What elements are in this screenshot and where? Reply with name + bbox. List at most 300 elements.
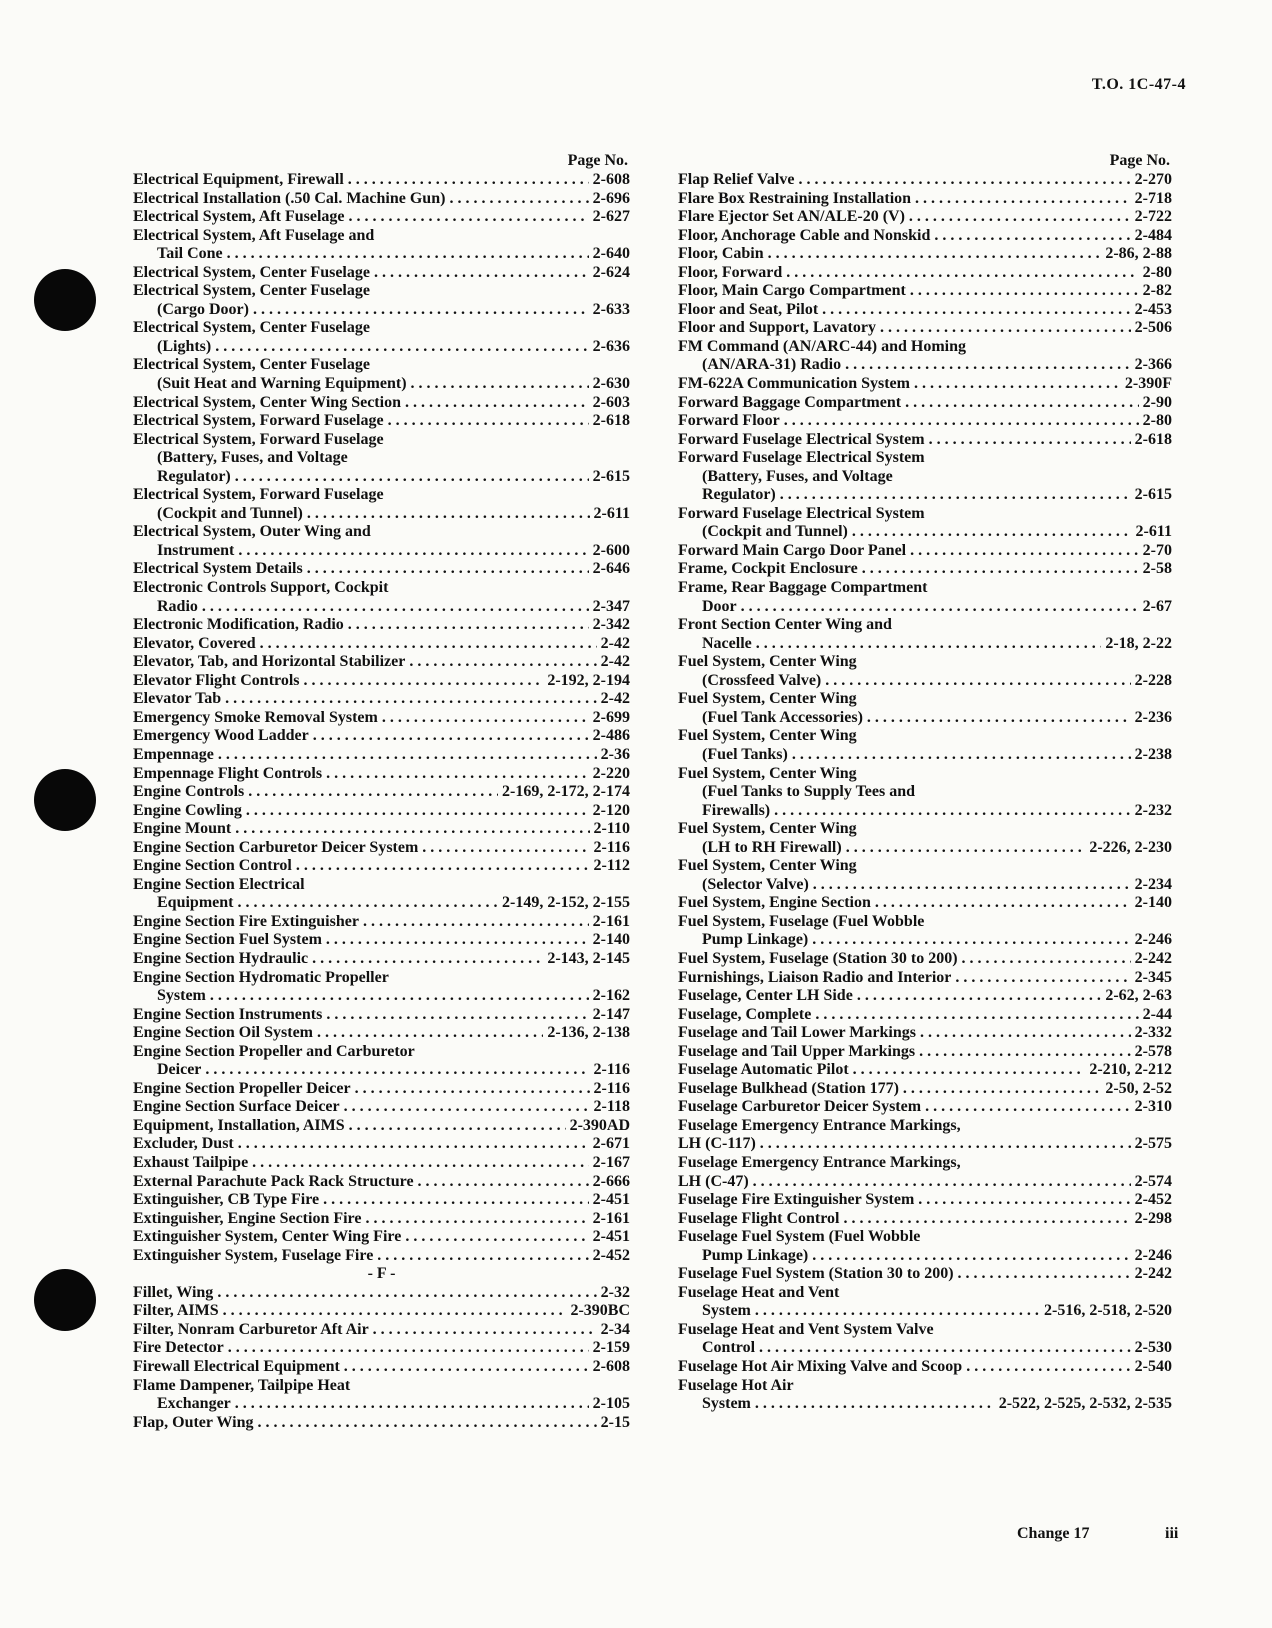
entry-title: LH (C-47) xyxy=(678,1172,749,1190)
entry-title: Engine Section Carburetor Deicer System xyxy=(133,838,419,856)
entry-page-ref: 2-15 xyxy=(600,1413,630,1431)
entry-title: Firewalls) xyxy=(702,801,771,819)
index-entry xyxy=(678,208,1172,227)
dot-leader xyxy=(344,1098,590,1117)
index-entry xyxy=(133,579,630,598)
dot-leader xyxy=(348,171,589,190)
dot-leader xyxy=(845,356,1131,375)
entry-title: Fuselage Fuel System (Station 30 to 200) xyxy=(678,1265,954,1283)
dot-leader xyxy=(411,375,589,394)
dot-leader xyxy=(910,282,1139,301)
dot-leader xyxy=(349,1117,566,1136)
index-entry xyxy=(133,987,630,1006)
dot-leader xyxy=(312,950,543,969)
dot-leader xyxy=(418,1173,589,1192)
dot-leader xyxy=(252,1154,589,1173)
index-entry xyxy=(133,765,630,784)
entry-title: Fuselage Emergency Entrance Markings, xyxy=(678,1116,961,1134)
dot-leader xyxy=(377,1247,588,1266)
entry-title: System xyxy=(157,987,206,1005)
dot-leader xyxy=(373,1321,597,1340)
entry-page-ref: 2-210, 2-212 xyxy=(1089,1061,1172,1079)
entry-title: Forward Baggage Compartment xyxy=(678,393,902,411)
dot-leader xyxy=(326,1006,588,1025)
entry-page-ref: 2-611 xyxy=(1135,523,1172,541)
index-entry xyxy=(678,301,1172,320)
dot-leader xyxy=(248,783,498,802)
entry-page-ref: 2-246 xyxy=(1134,1246,1172,1264)
entry-title: Electrical System, Forward Fuselage xyxy=(133,430,384,448)
entry-title: (Cargo Door) xyxy=(157,300,249,318)
dot-leader xyxy=(853,1061,1086,1080)
dot-leader xyxy=(253,301,589,320)
binder-hole-top xyxy=(34,269,96,331)
entry-title: Elevator, Tab, and Horizontal Stabilizer xyxy=(133,653,406,671)
dot-leader xyxy=(843,1210,1130,1229)
entry-page-ref: 2-234 xyxy=(1134,875,1172,893)
entry-page-ref: 2-42 xyxy=(600,690,630,708)
entry-title: Electronic Controls Support, Cockpit xyxy=(133,579,389,597)
entry-page-ref: 2-112 xyxy=(593,857,630,875)
entry-title: Fillet, Wing xyxy=(133,1283,214,1301)
entry-title: Regulator) xyxy=(702,486,776,504)
entry-page-ref: 2-540 xyxy=(1134,1358,1172,1375)
entry-title: Engine Section Electrical xyxy=(133,875,305,893)
entry-title: (Fuel Tanks to Supply Tees and xyxy=(702,783,915,801)
entry-title: Engine Section Propeller Deicer xyxy=(133,1079,351,1097)
entry-title: Elevator, Covered xyxy=(133,634,256,652)
entry-page-ref: 2-110 xyxy=(593,820,630,838)
index-entry xyxy=(133,468,630,487)
dot-leader xyxy=(238,1135,589,1154)
dot-leader xyxy=(815,1006,1138,1025)
entry-page-ref: 2-36 xyxy=(600,745,630,763)
index-entry xyxy=(678,913,1172,932)
entry-page-ref: 2-390AD xyxy=(569,1116,630,1134)
entry-page-ref: 2-42 xyxy=(600,634,630,652)
index-entry xyxy=(133,857,630,876)
index-entry xyxy=(678,375,1172,394)
dot-leader xyxy=(235,468,589,487)
index-entry xyxy=(133,1098,630,1117)
entry-page-ref: 2-232 xyxy=(1134,801,1172,819)
index-entry xyxy=(133,913,630,932)
dot-leader xyxy=(910,542,1139,561)
index-entry xyxy=(133,783,630,802)
entry-title: Pump Linkage) xyxy=(702,931,809,949)
entry-title: Control xyxy=(702,1339,756,1357)
entry-title: Firewall Electrical Equipment xyxy=(133,1358,340,1375)
entry-title: Pump Linkage) xyxy=(702,1246,809,1264)
index-entry xyxy=(133,1006,630,1025)
entry-title: Empennage Flight Controls xyxy=(133,764,323,782)
entry-title: Fuel System, Center Wing xyxy=(678,857,857,875)
dot-leader xyxy=(405,1228,588,1247)
index-entry xyxy=(133,1321,630,1340)
entry-page-ref: 2-120 xyxy=(592,801,630,819)
dot-leader xyxy=(760,1135,1131,1154)
entry-title: Electrical System Details xyxy=(133,560,303,578)
index-entry xyxy=(133,1043,630,1062)
entry-title: Engine Section Control xyxy=(133,857,292,875)
dot-leader xyxy=(774,802,1131,821)
index-entry xyxy=(678,1395,1172,1414)
entry-page-ref: 2-608 xyxy=(592,1358,630,1375)
entry-page-ref: 2-615 xyxy=(1134,486,1172,504)
page-no-header: Page No. xyxy=(1109,152,1170,169)
dot-leader xyxy=(228,1339,589,1358)
dot-leader xyxy=(374,264,589,283)
entry-page-ref: 2-618 xyxy=(1134,430,1172,448)
entry-page-ref: 2-451 xyxy=(592,1228,630,1246)
dot-leader xyxy=(257,1414,596,1433)
entry-title: (Cockpit and Tunnel) xyxy=(702,523,848,541)
entry-page-ref: 2-718 xyxy=(1134,189,1172,207)
dot-leader xyxy=(313,727,589,746)
entry-page-ref: 2-161 xyxy=(592,1209,630,1227)
entry-title: (Crossfeed Valve) xyxy=(702,671,822,689)
entry-title: Electrical System, Center Wing Section xyxy=(133,393,401,411)
entry-title: Fuel System, Center Wing xyxy=(678,653,857,671)
entry-title: Tail Cone xyxy=(157,245,223,263)
entry-page-ref: 2-116 xyxy=(593,1079,630,1097)
index-entry xyxy=(133,431,630,450)
dot-leader xyxy=(326,931,589,950)
dot-leader xyxy=(227,245,589,264)
dot-leader xyxy=(382,709,589,728)
dot-leader xyxy=(862,560,1139,579)
entry-page-ref: 2-522, 2-525, 2-532, 2-535 xyxy=(998,1395,1172,1413)
index-entry xyxy=(133,672,630,691)
dot-leader xyxy=(355,1080,590,1099)
entry-title: Engine Section Propeller and Carburetor xyxy=(133,1042,415,1060)
entry-title: Equipment, Installation, AIMS xyxy=(133,1116,345,1134)
dot-leader xyxy=(919,1043,1131,1062)
entry-title: Electrical System, Aft Fuselage xyxy=(133,208,345,226)
entry-page-ref: 2-169, 2-172, 2-174 xyxy=(502,783,630,801)
entry-page-ref: 2-611 xyxy=(593,504,630,522)
index-entry xyxy=(678,1006,1172,1025)
entry-page-ref: 2-636 xyxy=(592,337,630,355)
index-entry xyxy=(678,1154,1172,1173)
index-entry xyxy=(133,190,630,209)
entry-title: Fuel System, Center Wing xyxy=(678,764,857,782)
entry-title: Electrical Installation (.50 Cal. Machine Gun) xyxy=(133,189,446,207)
entry-page-ref: 2-506 xyxy=(1134,319,1172,337)
index-entry xyxy=(678,783,1172,802)
index-entry xyxy=(133,1080,630,1099)
index-entry xyxy=(678,282,1172,301)
entry-title: Exchanger xyxy=(157,1395,231,1413)
index-entry xyxy=(133,1117,630,1136)
index-entry xyxy=(133,653,630,672)
dot-leader xyxy=(903,1080,1101,1099)
entry-page-ref: 2-58 xyxy=(1142,560,1172,578)
entry-title: Floor, Forward xyxy=(678,263,783,281)
entry-title: Frame, Rear Baggage Compartment xyxy=(678,579,928,597)
index-entry xyxy=(133,727,630,746)
index-entry xyxy=(678,505,1172,524)
index-entry xyxy=(678,969,1172,988)
index-entry xyxy=(678,468,1172,487)
dot-leader xyxy=(784,412,1139,431)
entry-title: (LH to RH Firewall) xyxy=(702,838,842,856)
index-entry xyxy=(133,1024,630,1043)
dot-leader xyxy=(317,1024,543,1043)
entry-page-ref: 2-270 xyxy=(1134,171,1172,188)
entry-title: (Selector Valve) xyxy=(702,875,809,893)
dot-leader xyxy=(812,1247,1130,1266)
entry-page-ref: 2-70 xyxy=(1142,541,1172,559)
entry-page-ref: 2-298 xyxy=(1134,1209,1172,1227)
dot-leader xyxy=(422,839,589,858)
entry-title: Flame Dampener, Tailpipe Heat xyxy=(133,1376,351,1394)
entry-page-ref: 2-116 xyxy=(593,838,630,856)
entry-page-ref: 2-390BC xyxy=(570,1302,630,1320)
index-entry xyxy=(678,950,1172,969)
index-entry xyxy=(678,1117,1172,1136)
index-entry xyxy=(133,931,630,950)
entry-title: Floor, Anchorage Cable and Nonskid xyxy=(678,226,931,244)
entry-page-ref: 2-118 xyxy=(593,1098,630,1116)
entry-page-ref: 2-105 xyxy=(592,1395,630,1413)
dot-leader xyxy=(741,598,1139,617)
index-entry xyxy=(678,987,1172,1006)
dot-leader xyxy=(812,931,1130,950)
entry-title: Fuselage Fuel System (Fuel Wobble xyxy=(678,1228,921,1246)
index-entry xyxy=(133,1191,630,1210)
entry-page-ref: 2-530 xyxy=(1134,1339,1172,1357)
page-no-header: Page No. xyxy=(567,152,628,169)
index-entry xyxy=(133,301,630,320)
index-entry xyxy=(133,375,630,394)
index-entry xyxy=(133,1284,630,1303)
dot-leader xyxy=(962,950,1131,969)
entry-page-ref: 2-238 xyxy=(1134,745,1172,763)
index-entry xyxy=(133,820,630,839)
entry-page-ref: 2-67 xyxy=(1142,597,1172,615)
entry-page-ref: 2-600 xyxy=(592,541,630,559)
index-column-right xyxy=(678,152,1172,1414)
dot-leader xyxy=(958,1265,1131,1284)
index-entry xyxy=(678,449,1172,468)
entry-title: (Fuel Tank Accessories) xyxy=(702,708,863,726)
dot-leader xyxy=(365,1210,588,1229)
index-entry xyxy=(678,1024,1172,1043)
entry-title: Filter, AIMS xyxy=(133,1302,219,1320)
entry-title: Nacelle xyxy=(702,634,752,652)
entry-title: (Battery, Fuses, and Voltage xyxy=(702,467,893,485)
entry-title: Fuel System, Fuselage (Fuel Wobble xyxy=(678,912,925,930)
entry-page-ref: 2-451 xyxy=(592,1191,630,1209)
index-entry xyxy=(133,245,630,264)
dot-leader xyxy=(202,598,589,617)
index-entry xyxy=(678,635,1172,654)
index-entry xyxy=(678,802,1172,821)
entry-page-ref: 2-608 xyxy=(592,171,630,188)
index-entry xyxy=(678,1043,1172,1062)
entry-page-ref: 2-574 xyxy=(1134,1172,1172,1190)
entry-page-ref: 2-615 xyxy=(592,467,630,485)
entry-page-ref: 2-486 xyxy=(592,727,630,745)
entry-page-ref: 2-32 xyxy=(600,1283,630,1301)
entry-title: Exhaust Tailpipe xyxy=(133,1153,249,1171)
entry-title: Flap Relief Valve xyxy=(678,171,795,188)
entry-title: Floor, Main Cargo Compartment xyxy=(678,282,906,300)
entry-title: Elevator Flight Controls xyxy=(133,671,300,689)
index-entry xyxy=(133,412,630,431)
index-entry xyxy=(678,338,1172,357)
index-entry xyxy=(678,1377,1172,1396)
dot-leader xyxy=(846,839,1086,858)
dot-leader xyxy=(880,319,1131,338)
dot-leader xyxy=(780,486,1131,505)
entry-title: Electronic Modification, Radio xyxy=(133,616,344,634)
entry-page-ref: 2-161 xyxy=(592,912,630,930)
index-entry xyxy=(678,1080,1172,1099)
entry-title: FM-622A Communication System xyxy=(678,375,910,393)
entry-title: Elevator Tab xyxy=(133,690,222,708)
entry-page-ref: 2-578 xyxy=(1134,1042,1172,1060)
index-entry xyxy=(678,1358,1172,1377)
entry-page-ref: 2-575 xyxy=(1134,1135,1172,1153)
entry-title: Extinguisher, CB Type Fire xyxy=(133,1191,320,1209)
index-entry xyxy=(678,264,1172,283)
dot-leader xyxy=(966,1358,1130,1377)
entry-page-ref: 2-136, 2-138 xyxy=(547,1024,630,1042)
entry-title: Fuselage Emergency Entrance Markings, xyxy=(678,1153,961,1171)
dot-leader xyxy=(235,1395,589,1414)
index-entry xyxy=(133,1135,630,1154)
dot-leader xyxy=(449,190,588,209)
dot-leader xyxy=(205,1061,589,1080)
entry-page-ref: 2-242 xyxy=(1134,1265,1172,1283)
entry-page-ref: 2-646 xyxy=(592,560,630,578)
index-entry xyxy=(133,839,630,858)
dot-leader xyxy=(798,171,1130,190)
dot-leader xyxy=(326,765,589,784)
entry-page-ref: 2-347 xyxy=(592,597,630,615)
dot-leader xyxy=(905,394,1139,413)
index-entry xyxy=(133,690,630,709)
entry-page-ref: 2-452 xyxy=(592,1246,630,1264)
index-entry xyxy=(678,579,1172,598)
entry-page-ref: 2-159 xyxy=(592,1339,630,1357)
entry-title: Empennage xyxy=(133,745,214,763)
entry-page-ref: 2-516, 2-518, 2-520 xyxy=(1044,1302,1172,1320)
entry-title: Engine Controls xyxy=(133,783,245,801)
index-entry xyxy=(133,356,630,375)
entry-title: Flare Box Restraining Installation xyxy=(678,189,912,207)
index-entry xyxy=(133,560,630,579)
index-entry xyxy=(678,746,1172,765)
entry-title: Fire Detector xyxy=(133,1339,224,1357)
index-entry xyxy=(133,1339,630,1358)
entry-page-ref: 2-80 xyxy=(1142,263,1172,281)
entry-page-ref: 2-603 xyxy=(592,393,630,411)
index-entry xyxy=(678,227,1172,246)
index-entry xyxy=(133,282,630,301)
index-entry xyxy=(678,1098,1172,1117)
entry-title: (AN/ARA-31) Radio xyxy=(702,356,842,374)
index-entry xyxy=(133,894,630,913)
dot-leader xyxy=(825,672,1130,691)
entry-title: Fuselage Fire Extinguisher System xyxy=(678,1191,915,1209)
entry-title: Electrical System, Forward Fuselage xyxy=(133,486,384,504)
entry-page-ref: 2-62, 2-63 xyxy=(1105,987,1172,1005)
entry-page-ref: 2-310 xyxy=(1134,1098,1172,1116)
entry-page-ref: 2-671 xyxy=(592,1135,630,1153)
entry-page-ref: 2-192, 2-194 xyxy=(547,671,630,689)
entry-title: Forward Fuselage Electrical System xyxy=(678,430,925,448)
index-entry xyxy=(678,1247,1172,1266)
entry-page-ref: 2-246 xyxy=(1134,931,1172,949)
entry-title: Emergency Smoke Removal System xyxy=(133,708,378,726)
entry-title: Floor and Support, Lavatory xyxy=(678,319,876,337)
index-entry xyxy=(678,245,1172,264)
index-entry xyxy=(678,1339,1172,1358)
index-entry xyxy=(133,876,630,895)
entry-title: (Lights) xyxy=(157,337,212,355)
dot-leader xyxy=(388,412,589,431)
entry-title: Electrical System, Center Fuselage xyxy=(133,319,370,337)
index-entry xyxy=(133,746,630,765)
entry-title: Fuel System, Engine Section xyxy=(678,894,871,912)
index-entry xyxy=(678,1228,1172,1247)
index-entry xyxy=(133,505,630,524)
entry-page-ref: 2-630 xyxy=(592,375,630,393)
entry-page-ref: 2-618 xyxy=(592,412,630,430)
dot-leader xyxy=(934,227,1130,246)
entry-page-ref: 2-228 xyxy=(1134,671,1172,689)
dot-leader xyxy=(755,1395,995,1414)
entry-title: Fuselage and Tail Lower Markings xyxy=(678,1024,916,1042)
entry-title: LH (C-117) xyxy=(678,1135,756,1153)
entry-title: Forward Fuselage Electrical System xyxy=(678,449,925,467)
dot-leader xyxy=(914,375,1121,394)
dot-leader xyxy=(753,1173,1131,1192)
entry-page-ref: 2-722 xyxy=(1134,208,1172,226)
entry-title: Emergency Wood Ladder xyxy=(133,727,309,745)
index-entry xyxy=(678,190,1172,209)
dot-leader xyxy=(918,1191,1130,1210)
entry-title: Electrical System, Outer Wing and xyxy=(133,523,371,541)
dot-leader xyxy=(260,635,597,654)
dot-leader xyxy=(215,338,588,357)
binder-hole-middle xyxy=(34,769,96,831)
entry-title: Floor, Cabin xyxy=(678,245,764,263)
entry-page-ref: 2-452 xyxy=(1134,1191,1172,1209)
dot-leader xyxy=(323,1191,589,1210)
index-entry xyxy=(133,1210,630,1229)
entry-title: Electrical System, Aft Fuselage and xyxy=(133,226,375,244)
index-entry xyxy=(678,1210,1172,1229)
entry-page-ref: 2-82 xyxy=(1142,282,1172,300)
change-number: Change 17 xyxy=(1017,1525,1090,1542)
dot-leader xyxy=(857,987,1102,1006)
entry-title: Instrument xyxy=(157,541,235,559)
index-entry xyxy=(678,431,1172,450)
index-entry xyxy=(678,857,1172,876)
entry-page-ref: 2-162 xyxy=(592,987,630,1005)
entry-title: System xyxy=(702,1395,751,1413)
entry-title: Regulator) xyxy=(157,467,231,485)
entry-title: Fuselage Automatic Pilot xyxy=(678,1061,849,1079)
entry-title: Electrical System, Forward Fuselage xyxy=(133,412,384,430)
entry-title: Extinguisher System, Center Wing Fire xyxy=(133,1228,402,1246)
dot-leader xyxy=(235,820,589,839)
index-entry xyxy=(678,1061,1172,1080)
